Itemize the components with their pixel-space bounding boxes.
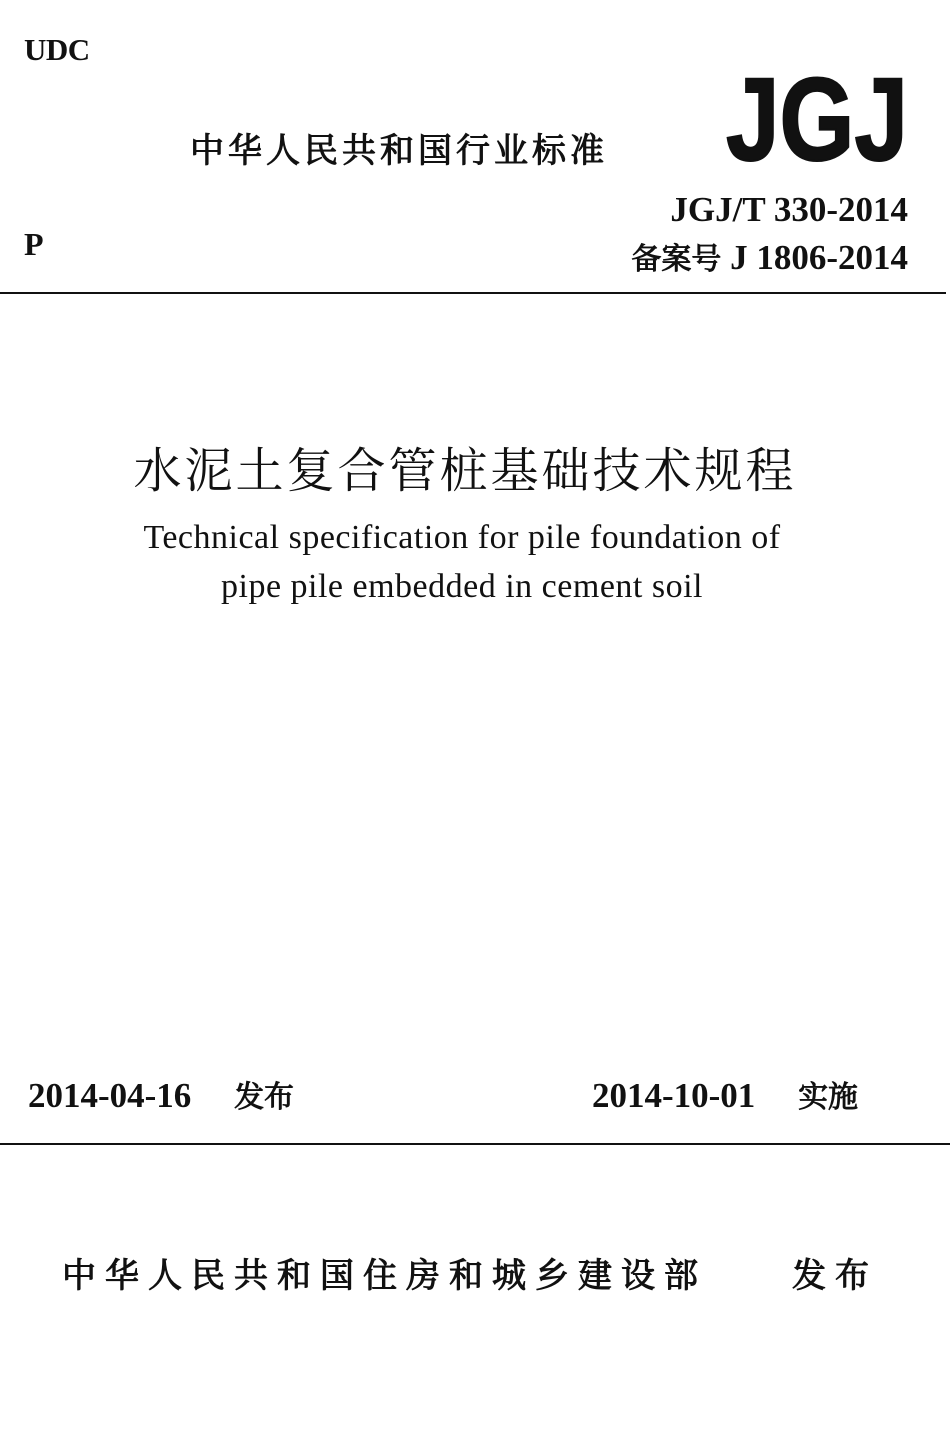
jgj-logo <box>722 54 912 186</box>
implement-date: 2014-10-01 <box>592 1076 756 1115</box>
publisher-action: 发布 <box>792 1256 878 1296</box>
standard-number: JGJ/T 330-2014 <box>670 190 908 229</box>
document-title-en-line2: pipe pile embedded in cement soil <box>221 568 703 605</box>
udc-label: UDC <box>24 32 90 67</box>
jgj-logo-text: JGJ <box>726 54 908 186</box>
category-label: P <box>24 226 44 262</box>
document-title-zh: 水泥土复合管桩基础技术规程 <box>133 443 797 499</box>
implement-label: 实施 <box>798 1080 859 1115</box>
record-number-value: J 1806-2014 <box>730 238 908 277</box>
document-title-en-line1: Technical specification for pile foundation of <box>143 519 781 556</box>
issue-date: 2014-04-16 <box>28 1076 192 1115</box>
footer-divider <box>0 1143 950 1145</box>
record-number <box>631 234 908 278</box>
issue-date-line <box>28 1072 294 1116</box>
record-label: 备案号 <box>631 242 722 277</box>
publisher-name: 中华人民共和国住房和城乡建设部 <box>62 1256 707 1296</box>
header-divider <box>0 292 946 294</box>
industry-standard-title: 中华人民共和国行业标准 <box>190 131 608 171</box>
issue-label: 发布 <box>234 1080 295 1115</box>
implement-date-line <box>592 1072 858 1116</box>
